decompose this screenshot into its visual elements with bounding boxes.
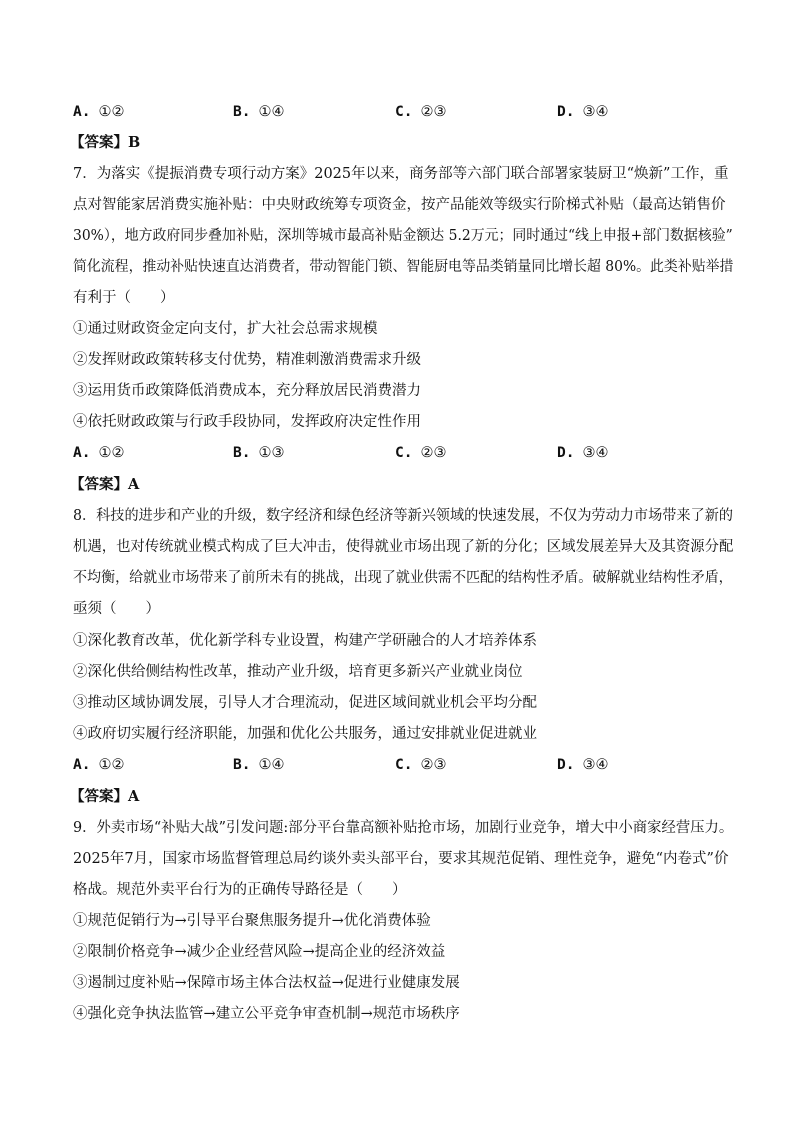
q6-options: [73, 102, 733, 122]
q6-option-b[interactable]: B. ①④: [233, 104, 285, 120]
q8-option-a[interactable]: A. ①②: [73, 757, 125, 773]
q8-option-d[interactable]: D. ③④: [557, 757, 609, 773]
q7-option-c[interactable]: C. ②③: [395, 445, 447, 461]
q8-options: [73, 755, 733, 775]
q7-stem-line-3: 30%），地方政府同步叠加补贴，深圳等城市最高补贴金额达 5.2万元；同时通过“线上申报+部门数据核验”: [73, 228, 733, 244]
q7-item-1: ①通过财政资金定向支付，扩大社会总需求规模: [73, 321, 378, 337]
q7-stem-line-4: 简化流程，推动补贴快速直达消费者，带动智能门锁、智能厨电等品类销量同比增长超 80%。此类补贴举措: [73, 259, 734, 275]
q9-stem-line-1: 9．外卖市场“补贴大战”引发问题:部分平台靠高额补贴抢市场，加剧行业竞争，增大中小商家经营压力。: [73, 820, 734, 836]
q8-item-3: ③推动区域协调发展，引导人才合理流动，促进区域间就业机会平均分配: [73, 695, 537, 711]
q8-stem-line-4: 亟须（ ）: [73, 601, 160, 617]
q7-item-4: ④依托财政政策与行政手段协同，发挥政府决定性作用: [73, 414, 421, 430]
q7-option-d[interactable]: D. ③④: [557, 445, 609, 461]
q8-stem-line-3: 不均衡，给就业市场带来了前所未有的挑战，出现了就业供需不匹配的结构性矛盾。破解就业结构性矛盾，: [73, 570, 733, 586]
q8-stem-line-2: 机遇，也对传统就业模式构成了巨大冲击，使得就业市场出现了新的分化；区域发展差异大及其资源分配: [73, 539, 734, 555]
q9-stem-line-2: 2025年7月，国家市场监督管理总局约谈外卖头部平台，要求其规范促销、理性竞争，避免“内卷式”价: [73, 851, 729, 867]
q8-item-1: ①深化教育改革，优化新学科专业设置，构建产学研融合的人才培养体系: [73, 633, 537, 649]
q7-item-3: ③运用货币政策降低消费成本，充分释放居民消费潜力: [73, 383, 421, 399]
q8-option-c[interactable]: C. ②③: [395, 757, 447, 773]
q7-item-2: ②发挥财政政策转移支付优势，精准刺激消费需求升级: [73, 352, 421, 368]
q8-item-2: ②深化供给侧结构性改革，推动产业升级，培育更多新兴产业就业岗位: [73, 664, 523, 680]
q9-item-3: ③遏制过度补贴→保障市场主体合法权益→促进行业健康发展: [73, 975, 460, 991]
q6-answer: 【答案】B: [70, 134, 141, 151]
q8-option-b[interactable]: B. ①④: [233, 757, 285, 773]
q7-option-a[interactable]: A. ①②: [73, 445, 125, 461]
q7-option-b[interactable]: B. ①③: [233, 445, 285, 461]
q6-option-d[interactable]: D. ③④: [557, 104, 609, 120]
q8-stem-line-1: 8．科技的进步和产业的升级，数字经济和绿色经济等新兴领域的快速发展，不仅为劳动力市场带来了新的: [73, 508, 734, 524]
q7-stem-line-5: 有利于（ ）: [73, 290, 175, 306]
q9-item-4: ④强化竞争执法监管→建立公平竞争审查机制→规范市场秩序: [73, 1006, 460, 1022]
q9-stem-line-3: 格战。规范外卖平台行为的正确传导路径是（ ）: [73, 882, 407, 898]
q6-option-c[interactable]: C. ②③: [395, 104, 447, 120]
q8-answer: 【答案】A: [70, 788, 140, 805]
q7-answer: 【答案】A: [70, 476, 140, 493]
q8-item-4: ④政府切实履行经济职能，加强和优化公共服务，通过安排就业促进就业: [73, 726, 537, 742]
q9-item-2: ②限制价格竞争→减少企业经营风险→提高企业的经济效益: [73, 944, 446, 960]
q9-item-1: ①规范促销行为→引导平台聚焦服务提升→优化消费体验: [73, 913, 431, 929]
q7-stem-line-2: 点对智能家居消费实施补贴：中央财政统筹专项资金，按产品能效等级实行阶梯式补贴（最高达销售价: [73, 197, 726, 213]
q7-options: [73, 443, 733, 463]
q7-stem-line-1: 7．为落实《提振消费专项行动方案》2025年以来，商务部等六部门联合部署家装厨卫“焕新”工作，重: [73, 166, 729, 182]
q6-option-a[interactable]: A. ①②: [73, 104, 125, 120]
